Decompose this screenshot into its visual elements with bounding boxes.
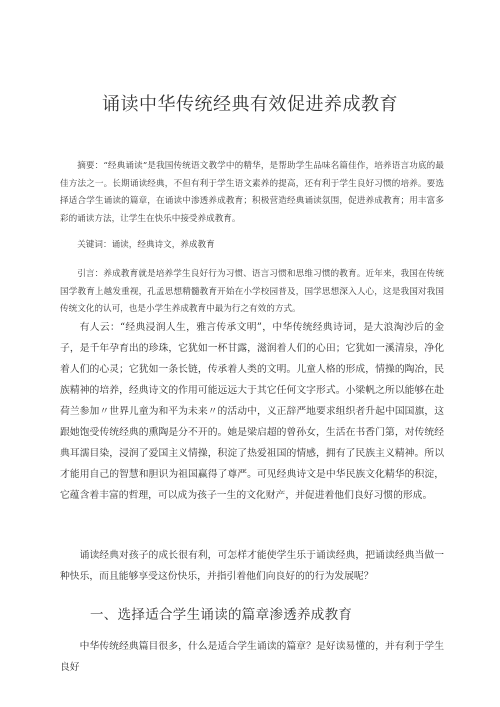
section-heading: 一、选择适合学生诵读的篇章渗透养成教育 [90,607,353,623]
intro-paragraph: 引言：养成教育就是培养学生良好行为习惯、语言习惯和思维习惯的教育。近年来，我国在传统国学教育上越发重视，孔孟思想精髓教育开始在小学校园普及，国学思想深入人心，这是我国对我国传统文化的认可，也是小学生养成教育中最为行之有效的方式。 [60,269,444,314]
body-paragraph: 有人云：“经典浸润人生，雅言传承文明”，中华传统经典诗词，是大浪淘沙后的金子，是千年孕育出的珍珠，它犹如一杯甘露，滋润着人们的心田；它犹如一溪清泉，净化着人们的心灵；它犹如一条长链，传承着人类的文明。儿童人格的形成，情操的陶冶，民族精神的培养，经典诗文的作用可能远远大于其它任何文字形式。小梁帆之所以能够在赴荷兰参加〃世界儿童为和平为未来〃的活动中，义正辞严地要求组织者升起中国国旗，这跟她饱受传统经典的熏陶是分不开的。她是梁启超的曾孙女，生活在书香门第，对传统经典耳濡目染，浸润了爱国主义情操，积淀了热爱祖国的情感，拥有了民族主义精神。所以才能用自己的智慧和胆识为祖国赢得了尊严。可见经典诗文是中华民族文化精华的积淀，它蕴含着丰富的哲理，可以成为孩子一生的文化财产，并促进着他们良好习惯的形成。 [60,322,444,501]
keywords-line: 关键词：诵读，经典诗文，养成教育 [77,240,215,250]
section-paragraph: 中华传统经典篇目很多，什么是适合学生诵读的篇章？是好读易懂的，并有利于学生良好 [60,641,444,673]
body-paragraph: 诵读经典对孩子的成长很有利，可怎样才能使学生乐于诵读经典，把诵读经典当做一种快乐，而且能够享受这份快乐，并指引着他们向良好的的行为发展呢？ [60,550,444,582]
abstract-paragraph: 摘要：“经典诵读”是我国传统语文教学中的精华，是帮助学生品味名篇佳作，培养语言功底的最佳方法之一。长期诵读经典，不但有利于学生语文素养的提高，还有利于学生良好习惯的培养。要选择适合学生诵读的篇章，在诵读中渗透养成教育；积极营造经典诵读氛围，促进养成教育；用丰富多彩的诵读方法，让学生在快乐中接受养成教育。 [60,161,444,224]
document-title: 诵读中华传统经典有效促进养成教育 [102,94,398,115]
